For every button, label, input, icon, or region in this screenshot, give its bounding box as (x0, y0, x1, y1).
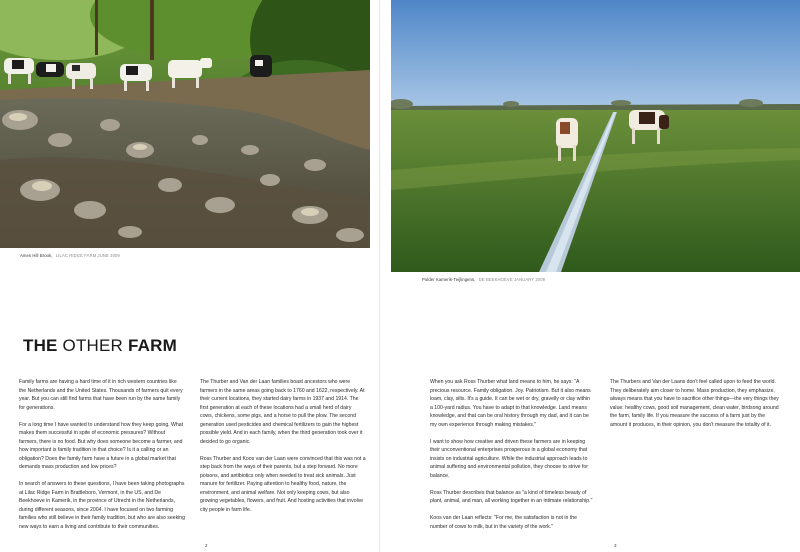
spread-gutter (379, 0, 381, 552)
article-title (23, 336, 177, 356)
caption-location: Polder Kamerik-Teijlingens, (422, 277, 476, 282)
page-number-left: 2 (205, 543, 208, 548)
caption-location: Ames Hill Brook, (20, 253, 53, 258)
title-word-farm: FARM (127, 336, 177, 355)
text-column-2 (200, 378, 366, 523)
right-photo-caption (422, 277, 545, 282)
caption-meta: DE BEEKHOEVE JANUARY 2009 (478, 277, 546, 282)
text-column-4 (610, 378, 782, 438)
caption-meta: LILAC RIDGE FARM JUNE 2009 (55, 253, 120, 258)
polder-cows-photo (391, 0, 800, 272)
paragraph: Ross Thurber describes that balance as "a kind of timeless beauty of plant, animal, and man, all working together in an intimate relationship." (430, 489, 593, 504)
paragraph: The Thurber and Van der Laan families boast ancestors who were farmers in the same areas going back to 1760 and 1622, respectively. At their current locations, they started dairy farms in 1937 and 1914. The first generation at each of these locations had a small herd of dairy cows, chickens, some pigs, and a horse to pull the plow. The second generation used pesticides and chemical fertilizers to gain the highest possible yield. And in each family, when the third generation took over it decided to go organic. (200, 379, 365, 445)
stream-cows-photo (0, 0, 370, 248)
paragraph: Family farms are having a hard time of it in rich western countries like the Netherlands and the United States. Thousands of farmers quit every year. But you can still find farms that have been run by the same family for generations. (19, 379, 183, 411)
left-photo-caption (20, 253, 120, 258)
title-word-the: THE (23, 336, 58, 355)
paragraph: The Thurbers and Van der Laans don't feel called upon to feed the world. They deliberately aim closer to home. Mass production, they emphasize, always means that you have to sacrifice other things—the very things they value: healthy cows, good soil management, clean water, birdsong around the farm, family life. If you measure the success of a farm just by the amount it produces, in their opinion, you don't measure the totality of it. (610, 379, 779, 428)
paragraph: I want to show how creative and driven these farmers are in keeping their unconventional enterprises prosperous in a global economy that insists on industrial agriculture. While the industrial approach leads to animal suffering and environmental pollution, they choose to strive for balance. (430, 438, 588, 479)
title-word-other: OTHER (57, 336, 128, 355)
paragraph: In search of answers to these questions, I have been taking photographs at Lilac Ridge Farm in Brattleboro, Vermont, in the US, and De Beekhoeve in Kamerik, in the province of Utrecht in the Netherlands, during different seasons, since 2004. I have focused on two farming families who still believe in their family tradition, but who are also seeking new ways to earn a living and contribute to their communities. (19, 481, 186, 530)
paragraph: When you ask Ross Thurber what land means to him, he says: "A precious resource. Family obligation. Joy. Patriotism. But it also means loam, clay, silts. It's a guide. It can be wet or dry, gravelly or clay within a 100-yard radius. You have to adapt to that knowledge. Land means knowledge, and that can be oral history through my dad, and it can be my own experience through making mistakes." (430, 379, 591, 428)
paragraph: For a long time I have wanted to understand how they keep going. What makes them successful in spite of economic pressures? Without farmers, there is no food. But why does someone become a farmer, and how important is family tradition in that choice? Is it a calling or an obligation? Does the family farm have a future in a global market that demands mass production and low prices? (19, 421, 184, 470)
text-column-1 (19, 378, 185, 540)
paragraph: Ross Thurber and Koos van der Laan were convinced that this was not a step back from the ways of their parents, but a step forward. No more poisons, and antibiotics only when needed to treat sick animals. Just manure for fertilizer. Paying attention to healthy food, nature, the environment, and animal welfare. Not only keeping cows, but also growing vegetables, flowers, and fruit. And hosting activities that involve city people in farm life. (200, 455, 366, 513)
page-number-right: 3 (614, 543, 617, 548)
text-column-3 (430, 378, 593, 540)
paragraph: Koos van der Laan reflects: "For me, the satisfaction is not in the number of cows to milk, but in the variety of the work." (430, 515, 577, 530)
